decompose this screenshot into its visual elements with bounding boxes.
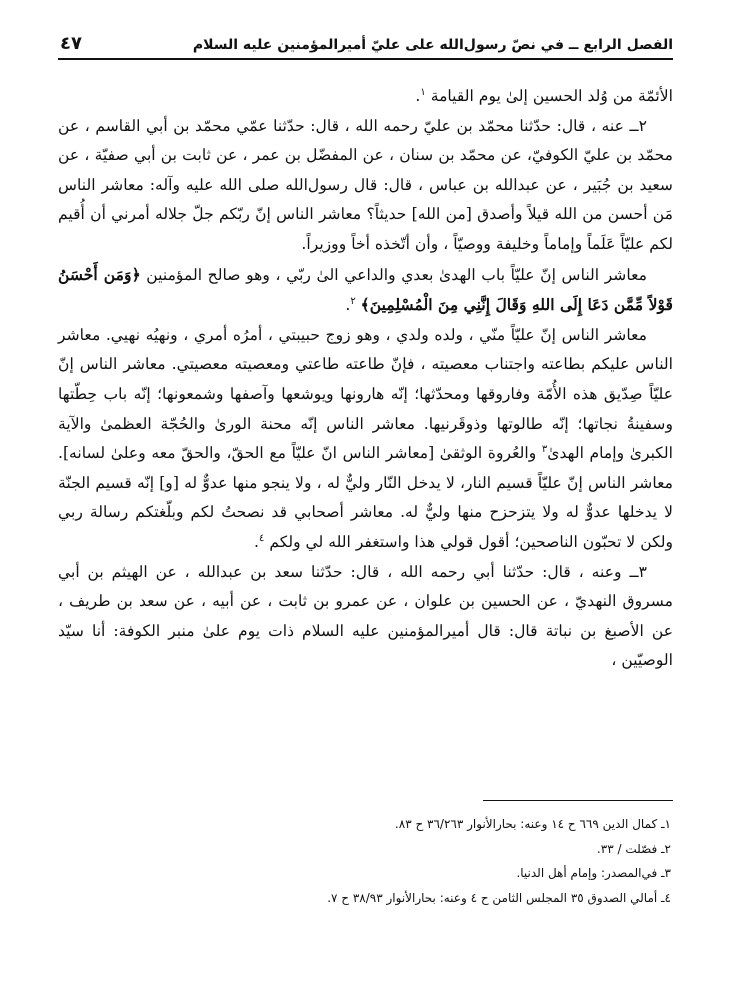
paragraph-3: معاشر الناس إنّ عليّاً باب الهدىٰ بعدي والداعي الىٰ ربّي ، وهو صالح المؤمنين ﴿وَمَن أَحْسَنُ قَوْلاً مِّمَّن دَعَا إِلَى اللهِ وَقَالَ إِنَّنِي مِنَ الْمُسْلِمِينَ﴾ $^٢$. xyxy=(58,264,673,315)
footnote-2: ٢ـ فصّلت / ٣٣. xyxy=(596,841,671,856)
quran-verse: ﴿وَمَن أَحْسَنُ قَوْلاً مِّمَّن دَعَا إِلَى اللهِ وَقَالَ إِنَّنِي مِنَ الْمُسْلِمِينَ﴾ xyxy=(58,264,673,315)
footnote-3: ٣ـ في‌المصدر: وإمام أهل الدنيا. xyxy=(516,866,671,880)
footnote-separator xyxy=(483,800,673,801)
page-header xyxy=(58,30,673,60)
main-text xyxy=(58,82,673,676)
footnote-ref: ٢ xyxy=(350,295,356,307)
footnote-4: ٤ـ أمالي الصدوق ٣٥ المجلس الثامن ح ٤ وعنه: بحارالأنوار ٣٨/٩٣ ح ٧. xyxy=(327,890,671,905)
paragraph-4: معاشر الناس إنّ عليّاً منّي ، ولده ولدي ، وهو زوج حبيبتي ، أمرُه أمري ، ونهيُه نهيي. معاشر الناس عليكم بطاعته واجتناب معصيته ، فإنّ طاعته طاعتي ومعصيته معصيتي. معاشر الناس إنّ عليّاً صِدّيق هذه الأُمّة وفاروقها ومحدّثها؛ إنّه هارونها ويوشعها وآصفها وشمعونها؛ إنّه باب حِطّتها وسفينةُ نجاتها؛ إنّه طالوتها وذوقَرنيها. معاشر الناس إنّه محنة الورىٰ والحُجّة العظمىٰ والآية الكبرىٰ وإمام الهدىٰ$^٣$ والعُروة الوثقىٰ [معاشر الناس انّ عليّاً مع الحقّ، والحقّ معه وعلىٰ لسانه]. معاشر الناس إنّ عليّاً قسيم النار، لا يدخل النّار وليٌّ له ، ولا ينجو منها عدوٌّ له [و] إنّه قسيم الجنّة لا يدخلها عدوٌّ له ولا يتزحزح منها وليٌّ له. معاشر أصحابي قد نصحتُ لكم وبلّغتكم رسالة ربي ولكن لا تحبّون الناصحين؛ أقول قولي هذا واستغفر الله لي ولكم $^٤$. xyxy=(58,325,673,551)
footnote-ref: ١ xyxy=(420,86,426,98)
paragraph-5: ٣ــ وعنه ، قال: حدّثنا أبي رحمه الله ، قال: حدّثنا سعد بن عبدالله ، عن الهيثم بن أبي مسروق النهديّ ، عن الحسين بن علوان ، عن عمرو بن ثابت ، عن أبيه ، عن سعد بن طريف ، عن الأصبغ بن نباتة قال: قال أميرالمؤمنين عليه السلام ذات يوم علىٰ منبر الكوفة: أنا سيّد الوصيّين ، xyxy=(58,562,673,670)
paragraph-1: الأئمّة من وُلد الحسين إلىٰ يوم القيامة $^١$. xyxy=(415,86,673,105)
footnote-ref: ٤ xyxy=(258,532,265,544)
paragraph-2: ٢ــ عنه ، قال: حدّثنا محمّد بن عليّ رحمه الله ، قال: حدّثنا عمّي محمّد بن أبي القاسم ، عن محمّد بن عليّ الكوفيّ، عن محمّد بن سنان ، عن المفضّل بن عمر ، عن ثابت بن أبي صفيّة ، عن سعيد بن جُبَير ، عن عبدالله بن عباس ، قال: قال رسول‌الله صلى الله عليه وآله: معاشر الناس مَن أحسن من الله قيلاً وأصدق [من الله] حديثاً؟ معاشر الناس إنّ ربّكم جلّ جلاله أمرني أن أُقيم لكم عليّاً عَلَماً وإماماً وخليفة ووصيّاً ، وأن أتّخذه أخاً ووزيراً. xyxy=(58,116,673,253)
running-title: الفصل الرابع ــ في نصّ رسول‌الله على عليّ أميرالمؤمنين عليه السلام xyxy=(192,37,673,53)
footnote-1: ١ـ كمال الدين ٦٦٩ ح ١٤ وعنه: بحارالأنوار ٣٦/٢٦٣ ح ٨٣. xyxy=(394,817,671,831)
footnote-ref: ٣ xyxy=(541,443,548,455)
page-number: ٤٧ xyxy=(60,33,82,54)
footnotes xyxy=(58,812,671,910)
